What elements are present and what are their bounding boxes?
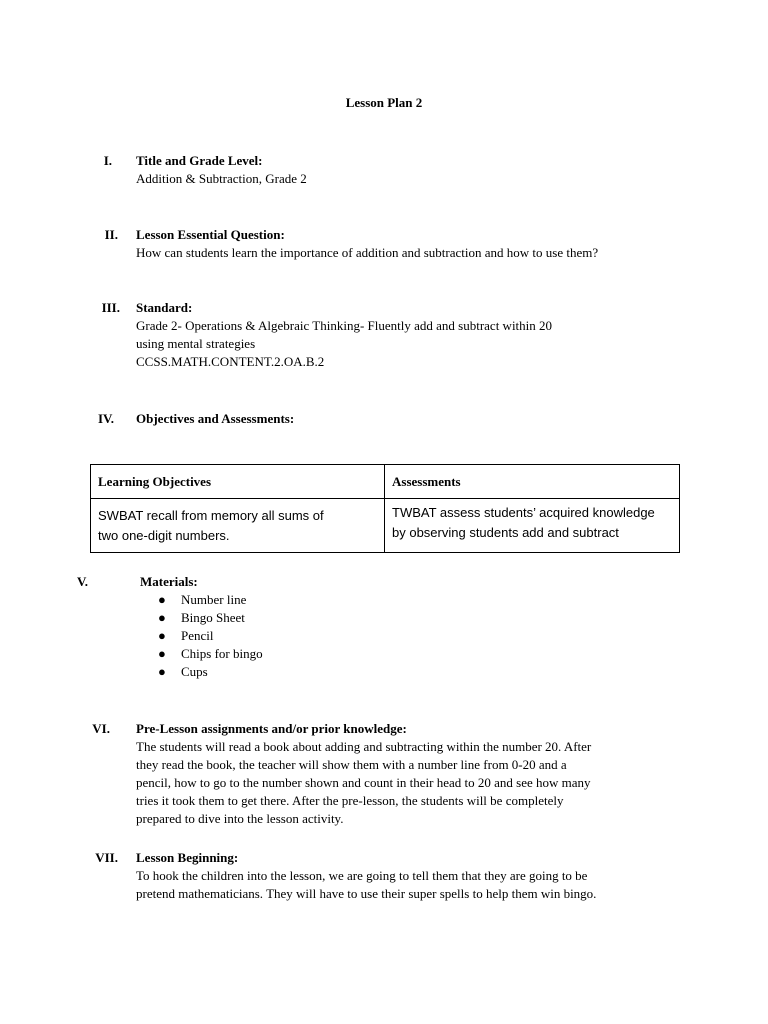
section-text: pretend mathematicians. They will have to use their super spells to help them win bingo. <box>136 886 597 901</box>
materials-list <box>136 591 700 681</box>
section-heading: Title and Grade Level: <box>136 153 263 168</box>
section-number: II. <box>104 227 118 242</box>
list-item: ● Pencil <box>158 628 214 643</box>
table-cell-objective <box>91 499 385 553</box>
cell-text: SWBAT recall from memory all sums of <box>98 508 324 523</box>
cell-text: two one-digit numbers. <box>98 528 230 543</box>
cell-text: by observing students add and subtract <box>392 525 619 540</box>
list-item: ● Chips for bingo <box>158 646 263 661</box>
section-number: VII. <box>95 850 118 865</box>
section-text: To hook the children into the lesson, we are going to tell them that they are going to be <box>136 868 588 883</box>
section-number: VI. <box>92 721 110 736</box>
table-header-objectives: Learning Objectives <box>91 465 385 499</box>
section-text: they read the book, the teacher will show them with a number line from 0-20 and a <box>136 757 567 772</box>
section-text: tries it took them to get there. After the pre-lesson, the students will be completely <box>136 793 564 808</box>
section-heading: Lesson Essential Question: <box>136 227 285 242</box>
bullet-icon: ● <box>158 664 166 679</box>
section-heading: Objectives and Assessments: <box>136 411 295 426</box>
section-number: III. <box>101 300 120 315</box>
bullet-icon: ● <box>158 646 166 661</box>
table-row <box>91 499 680 553</box>
section-heading: Pre-Lesson assignments and/or prior knowledge: <box>136 721 407 736</box>
table-header-row <box>91 465 680 499</box>
page-title: Lesson Plan 2 <box>345 95 423 110</box>
bullet-icon: ● <box>158 628 166 643</box>
section-text: Addition & Subtraction, Grade 2 <box>136 171 307 186</box>
section-text: pencil, how to go to the number shown and count in their head to 20 and see how many <box>136 775 591 790</box>
section-heading: Standard: <box>136 300 193 315</box>
section-heading: Lesson Beginning: <box>136 850 239 865</box>
bullet-icon: ● <box>158 610 166 625</box>
section-text: using mental strategies <box>136 336 256 351</box>
section-number: V. <box>77 574 88 589</box>
list-item: ● Cups <box>158 664 208 679</box>
section-text: The students will read a book about adding and subtracting within the number 20. After <box>136 739 592 754</box>
list-item: ● Number line <box>158 592 247 607</box>
section-text: prepared to dive into the lesson activity. <box>136 811 344 826</box>
cell-text: TWBAT assess students’ acquired knowledge <box>392 505 655 520</box>
objectives-table <box>90 464 680 553</box>
section-text: How can students learn the importance of addition and subtraction and how to use them? <box>136 245 599 260</box>
bullet-icon: ● <box>158 592 166 607</box>
table-cell-assessment <box>385 499 680 553</box>
list-item: ● Bingo Sheet <box>158 610 245 625</box>
table-header-assessments: Assessments <box>385 465 680 499</box>
section-text: Grade 2- Operations & Algebraic Thinking- Fluently add and subtract within 20 <box>136 318 553 333</box>
section-number: IV. <box>97 411 114 426</box>
section-number: I. <box>103 153 112 168</box>
section-text: CCSS.MATH.CONTENT.2.OA.B.2 <box>136 354 325 369</box>
section-heading: Materials: <box>140 574 198 589</box>
